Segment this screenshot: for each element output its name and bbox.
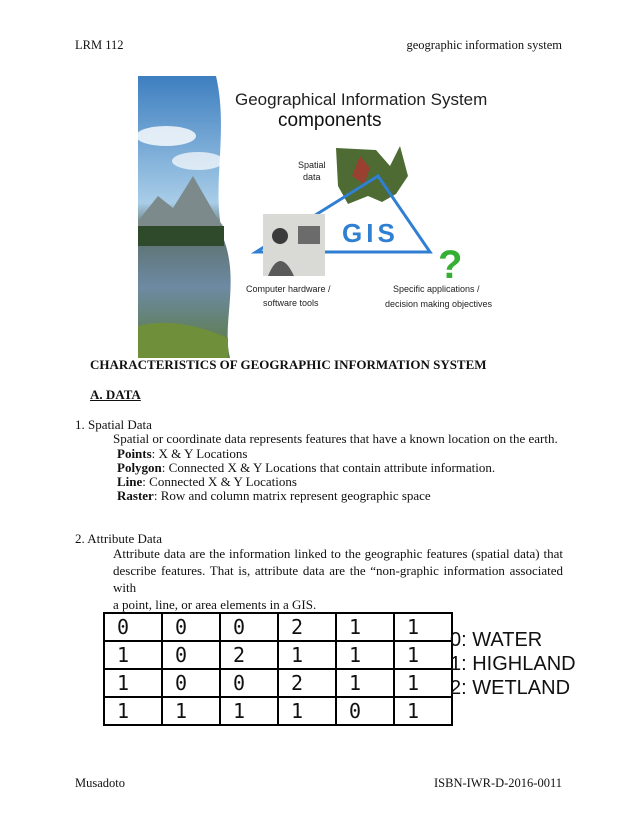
raster-grid	[103, 612, 453, 726]
grid-cell: 0	[162, 669, 220, 697]
attribute-desc	[113, 545, 563, 613]
grid-cell: 1	[394, 613, 452, 641]
raster-table	[103, 612, 453, 726]
grid-cell: 1	[278, 641, 336, 669]
raster-line	[117, 487, 431, 504]
grid-row	[104, 669, 452, 697]
grid-cell: 1	[394, 641, 452, 669]
footer-left: Musadoto	[75, 776, 125, 790]
points-text: : X & Y Locations	[151, 446, 248, 461]
grid-cell: 1	[278, 697, 336, 725]
question-mark-icon: ?	[438, 243, 463, 287]
grid-cell: 2	[278, 613, 336, 641]
spatial-label-2: data	[303, 172, 321, 182]
grid-cell: 0	[162, 641, 220, 669]
grid-cell: 1	[336, 669, 394, 697]
line-text: : Connected X & Y Locations	[142, 474, 297, 489]
grid-cell: 2	[278, 669, 336, 697]
grid-cell: 1	[104, 641, 162, 669]
hardware-label-1: Computer hardware /	[246, 284, 331, 294]
gis-components-figure	[138, 76, 508, 358]
spatial-label-1: Spatial	[298, 160, 326, 170]
section-a-title: A. DATA	[90, 387, 141, 402]
grid-cell: 1	[394, 697, 452, 725]
hardware-label-2: software tools	[263, 298, 319, 308]
section-heading: CHARACTERISTICS OF GEOGRAPHIC INFORMATION SYSTEM	[90, 357, 487, 372]
apps-label-2: decision making objectives	[385, 299, 493, 309]
legend-highland: 1: HIGHLAND	[450, 653, 576, 675]
grid-cell: 1	[336, 613, 394, 641]
attribute-title: 2. Attribute Data	[75, 531, 163, 546]
polygon-text: : Connected X & Y Locations that contain attribute information.	[161, 460, 496, 475]
grid-cell: 2	[220, 641, 278, 669]
grid-row	[104, 641, 452, 669]
computer-photo	[263, 214, 325, 276]
points-term: Points	[117, 446, 152, 461]
apps-label-1: Specific applications /	[393, 284, 480, 294]
figure-title-line1: Geographical Information System	[235, 90, 488, 109]
raster-term: Raster	[117, 488, 154, 503]
attribute-line-3: a point, line, or area elements in a GIS.	[113, 597, 317, 612]
grid-cell: 1	[104, 669, 162, 697]
grid-cell: 0	[220, 613, 278, 641]
figure-title-line2: components	[278, 110, 382, 131]
gis-label: GIS	[342, 218, 399, 248]
grid-cell: 0	[162, 613, 220, 641]
raster-legend	[450, 628, 576, 700]
header-right: geographic information system	[406, 38, 562, 52]
grid-cell: 1	[394, 669, 452, 697]
grid-row	[104, 697, 452, 725]
grid-cell: 0	[336, 697, 394, 725]
footer-right: ISBN-IWR-D-2016-0011	[434, 776, 562, 790]
legend-water: 0: WATER	[450, 629, 543, 651]
grid-cell: 1	[162, 697, 220, 725]
grid-row	[104, 613, 452, 641]
attribute-line-1: Attribute data are the information linked to the geographic features (spatial data) that	[113, 546, 563, 561]
grid-cell: 1	[220, 697, 278, 725]
legend-wetland: 2: WETLAND	[450, 677, 571, 699]
spatial-title-text: Spatial Data	[88, 417, 152, 432]
attribute-line-2: describe features. That is, attribute data are the “non-graphic information associated with	[113, 563, 563, 595]
line-term: Line	[117, 474, 143, 489]
spatial-title-number: 1.	[75, 417, 85, 432]
grid-cell: 0	[104, 613, 162, 641]
raster-text: : Row and column matrix represent geographic space	[153, 488, 431, 503]
spatial-desc: Spatial or coordinate data represents features that have a known location on the earth.	[113, 431, 558, 446]
polygon-term: Polygon	[117, 460, 162, 475]
grid-cell: 1	[336, 641, 394, 669]
gis-components-illustration	[138, 76, 508, 358]
grid-cell: 0	[220, 669, 278, 697]
header-left: LRM 112	[75, 38, 124, 52]
grid-cell: 1	[104, 697, 162, 725]
